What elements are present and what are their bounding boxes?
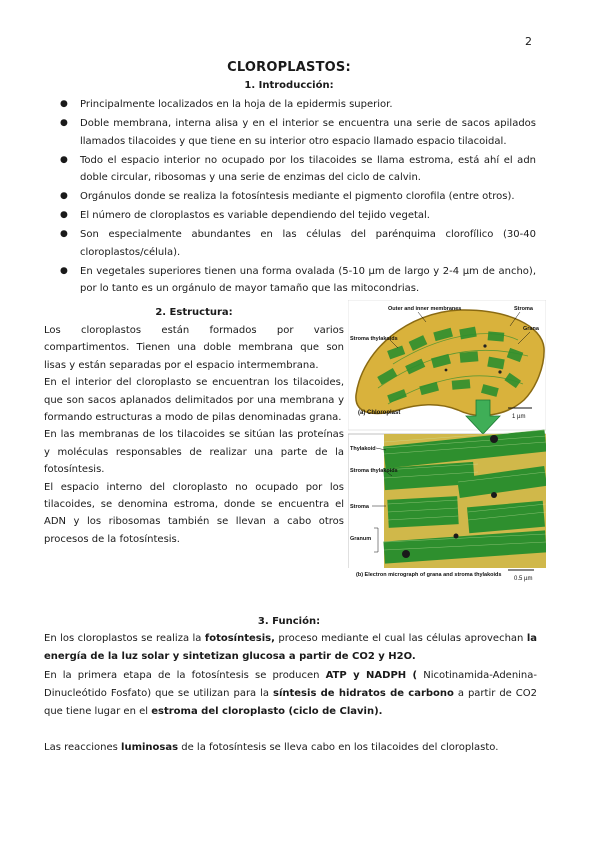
list-item: ● El número de cloroplastos es variable dependiendo del tejido vegetal. [60, 207, 536, 225]
function-paragraph-1: En los cloroplastos se realiza la fotosíntesis, proceso mediante el cual las células aprovechan la energía de la luz solar y sintetizan glucosa a partir de CO2 y H2O. [44, 633, 538, 663]
function-text [44, 630, 537, 758]
scale-b: 0.5 µm [514, 576, 533, 582]
label-granum: Granum [350, 536, 372, 542]
section-heading-funcion: 3. Función: [257, 616, 321, 627]
section-heading-estructura: 2. Estructura: [155, 307, 233, 318]
chloroplast-figure [348, 300, 546, 586]
scale-a: 1 µm [512, 414, 526, 420]
structure-paragraph: Los cloroplastos están formados por varios compartimentos. Tienen una doble membrana que son lisas y están separadas por el espacio intermembrana. [44, 325, 344, 371]
structure-paragraph: El espacio interno del cloroplasto no ocupado por los tilacoides, se denomina estroma, donde se encuentra el ADN y los ribosomas también se llevan a cabo otros procesos de la fotosíntesis. [44, 481, 344, 545]
list-item: ● Doble membrana, interna alisa y en el interior se encuentra una serie de sacos apilados llamados tilacoides y que tiene en su interior otro espacio llamado espacio tilacoidal. [60, 115, 536, 150]
label-outer-inner-membranes: Outer and inner membranes [388, 306, 462, 312]
label-stroma-top: Stroma [514, 306, 533, 312]
list-item: ● Orgánulos donde se realiza la fotosíntesis mediante el pigmento clorofila (entre otros). [60, 188, 536, 206]
intro-bullet-list [60, 96, 536, 299]
page-number: 2 [525, 35, 532, 48]
document-title: CLOROPLASTOS: [227, 60, 351, 75]
label-stroma-thylakoids-top: Stroma thylakoids [350, 336, 398, 342]
chloroplast-illustration [348, 300, 546, 586]
label-thylakoid: Thylakoid [350, 446, 376, 452]
function-paragraph-3: Las reacciones luminosas de la fotosíntesis se lleva cabo en los tilacoides del cloroplasto. [44, 742, 499, 754]
bullet-icon: ● [60, 265, 68, 276]
structure-paragraph: En el interior del cloroplasto se encuentran los tilacoides, que son sacos aplanados delimitados por una membrana y formando estructuras a modo de pilas denominadas grana. [44, 377, 344, 424]
label-grana: Grana [523, 326, 539, 332]
list-item: ● Todo el espacio interior no ocupado por los tilacoides se llama estroma, está ahí el adn doble circular, ribosomas y una serie de enzimas del ciclo de calvin. [60, 152, 536, 187]
caption-a: (a) Chloroplast [358, 410, 401, 416]
bullet-icon: ● [60, 191, 68, 201]
list-item: ● Son especialmente abundantes en las células del parénquima clorofílico (30-40 cloroplastos/célula). [60, 226, 536, 261]
bullet-icon: ● [60, 99, 68, 109]
list-item: ● Principalmente localizados en la hoja de la epidermis superior. [60, 96, 536, 114]
bullet-icon: ● [60, 154, 68, 165]
caption-b: (b) Electron micrograph of grana and stroma thylakoids [356, 572, 502, 578]
structure-paragraph: En las membranas de los tilacoides se sitúan las proteínas y moléculas responsables de realizar una parte de la fotosíntesis. [44, 429, 344, 476]
label-stroma-thylakoids-bottom: Stroma thylakoids [350, 468, 398, 474]
bullet-icon: ● [60, 210, 68, 220]
section-heading-introduccion: 1. Introducción: [244, 80, 334, 91]
bullet-icon: ● [60, 229, 68, 239]
function-paragraph-2: En la primera etapa de la fotosíntesis se producen ATP y NADPH ( Nicotinamida-Adenina-Dinucleótido Fosfato) que se utilizan para la síntesis de hidratos de carbono a partir de CO2 que tiene lugar en el estroma del cloroplasto (ciclo de Clavin). [44, 669, 538, 718]
structure-text [44, 322, 344, 548]
bullet-icon: ● [60, 118, 68, 128]
label-stroma-bottom: Stroma [350, 504, 369, 510]
list-item: ● En vegetales superiores tienen una forma ovalada (5-10 µm de largo y 2-4 µm de ancho), por lo tanto es un orgánulo de mayor tamaño que las mitocondrias. [60, 263, 536, 298]
